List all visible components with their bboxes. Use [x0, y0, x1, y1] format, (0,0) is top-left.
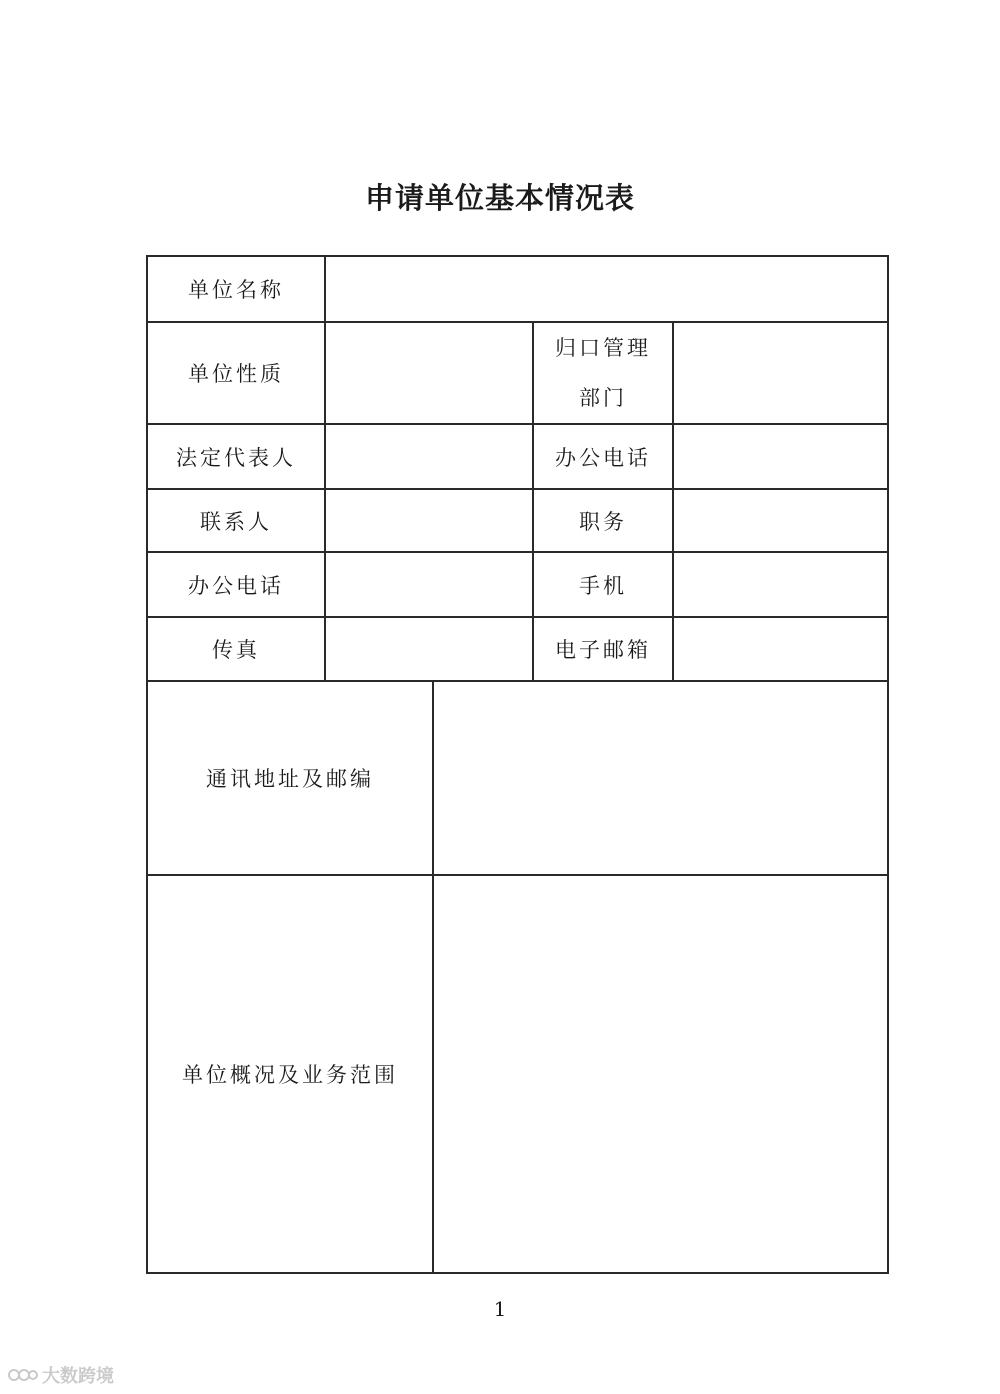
table-row: [147, 552, 888, 617]
table-row: [147, 875, 888, 1273]
value-legal-rep[interactable]: [325, 424, 533, 489]
label-contact: 联系人: [147, 489, 325, 552]
value-email[interactable]: [673, 617, 888, 681]
label-email: 电子邮箱: [533, 617, 673, 681]
watermark: [8, 1362, 114, 1388]
label-unit-name: 单位名称: [147, 256, 325, 322]
table-row: [147, 322, 888, 424]
value-mobile[interactable]: [673, 552, 888, 617]
watermark-logo-icon: [8, 1366, 38, 1384]
label-legal-rep: 法定代表人: [147, 424, 325, 489]
label-position: 职务: [533, 489, 673, 552]
value-position[interactable]: [673, 489, 888, 552]
table-row: [147, 424, 888, 489]
value-fax[interactable]: [325, 617, 533, 681]
table-row: [147, 256, 888, 322]
label-office-phone-2: 办公电话: [147, 552, 325, 617]
table-row: [147, 617, 888, 681]
value-unit-nature[interactable]: [325, 322, 533, 424]
watermark-text: 大数跨境: [42, 1366, 114, 1387]
value-office-phone[interactable]: [673, 424, 888, 489]
value-office-phone-2[interactable]: [325, 552, 533, 617]
value-supervising-dept[interactable]: [673, 322, 888, 424]
label-office-phone: 办公电话: [533, 424, 673, 489]
label-overview: 单位概况及业务范围: [147, 875, 433, 1273]
label-mobile: 手机: [533, 552, 673, 617]
label-supervising-dept-text: 归口管理部门: [555, 336, 651, 410]
value-overview[interactable]: [433, 875, 888, 1273]
label-fax: 传真: [147, 617, 325, 681]
label-unit-nature: 单位性质: [147, 322, 325, 424]
value-contact[interactable]: [325, 489, 533, 552]
page-number: 1: [493, 1297, 507, 1321]
value-address[interactable]: [433, 681, 888, 875]
value-unit-name[interactable]: [325, 256, 888, 322]
label-address: 通讯地址及邮编: [147, 681, 433, 875]
table-row: [147, 681, 888, 875]
table-row: [147, 489, 888, 552]
label-supervising-dept: [533, 322, 673, 424]
application-form-table: [146, 255, 889, 1274]
page-title: 申请单位基本情况表: [364, 181, 635, 215]
